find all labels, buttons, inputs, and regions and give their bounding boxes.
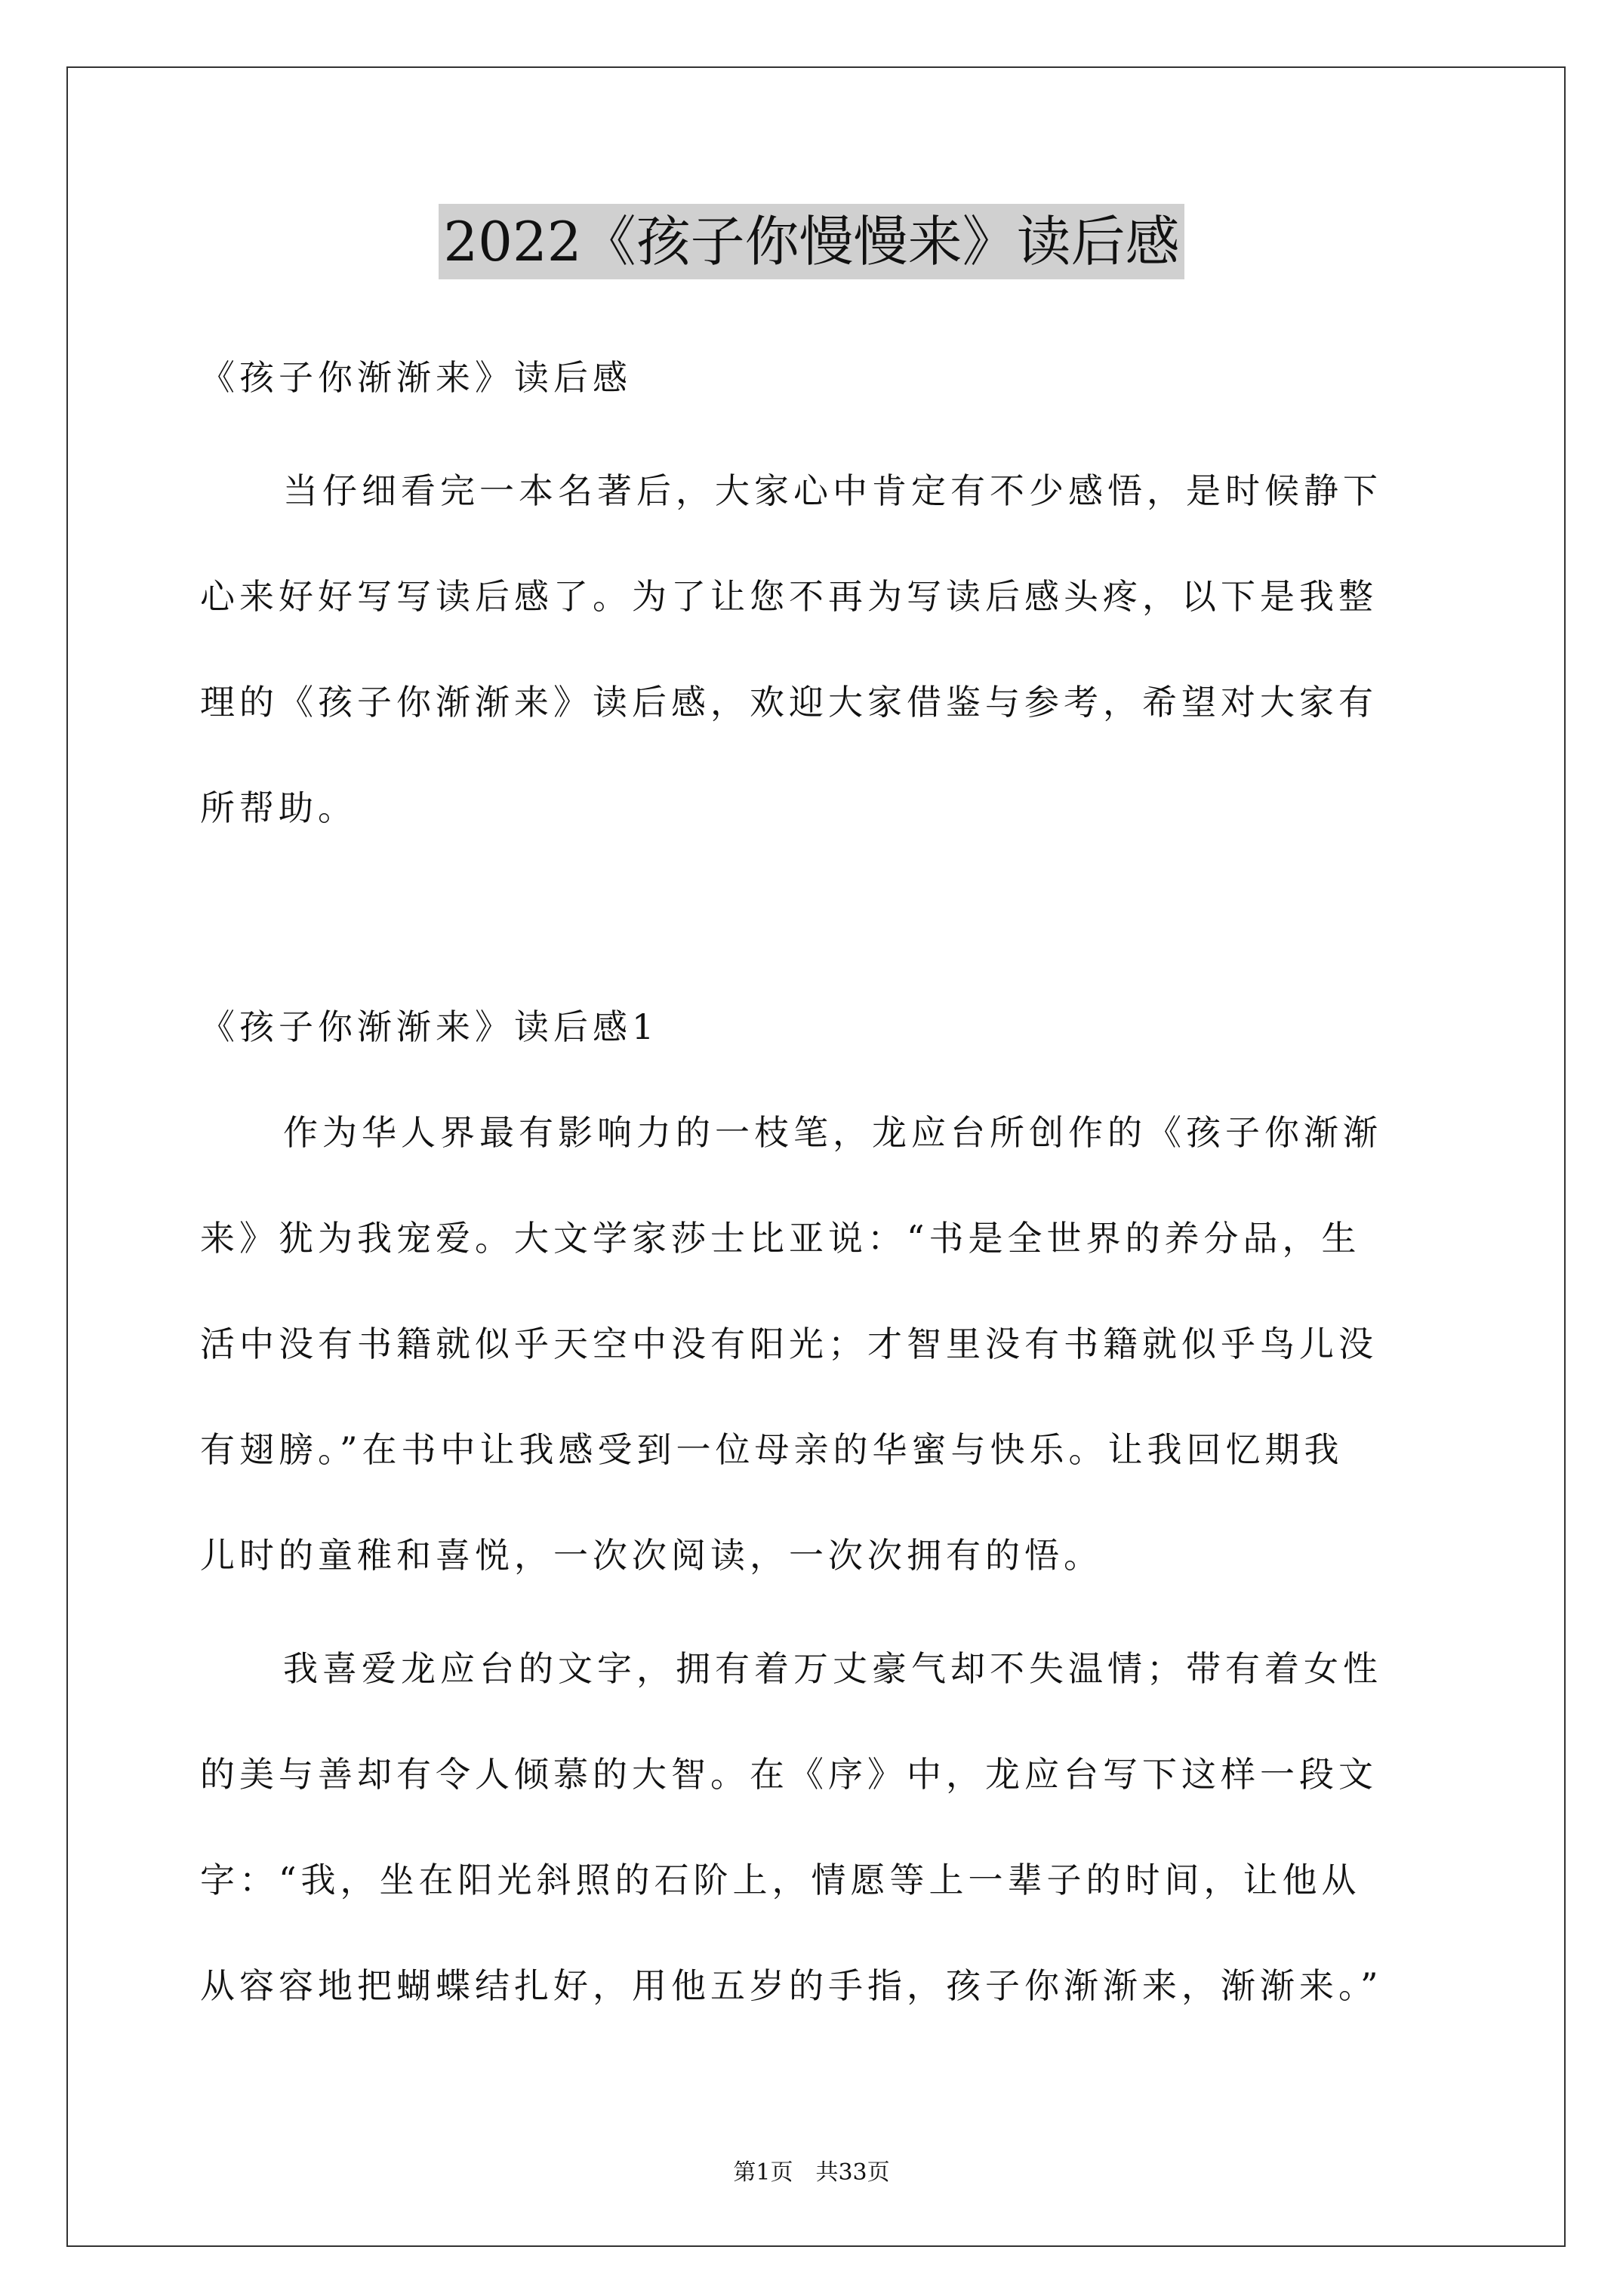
section-heading-intro: 《孩子你渐渐来》读后感 [200, 357, 632, 398]
paragraph-line: 有翅膀。”在书中让我感受到一位母亲的华蜜与快乐。让我回忆期我 [200, 1429, 1344, 1470]
document-title: 2022《孩子你慢慢来》读后感 [439, 204, 1184, 279]
paragraph-line: 来》犹为我宠爱。大文学家莎士比亚说：“书是全世界的养分品，生 [200, 1218, 1361, 1259]
paragraph-line: 活中没有书籍就似乎天空中没有阳光；才智里没有书籍就似乎鸟儿没 [200, 1324, 1378, 1364]
paragraph-line: 心来好好写写读后感了。为了让您不再为写读后感头疼，以下是我整 [200, 576, 1378, 617]
paragraph-line: 从容容地把蝴蝶结扎好，用他五岁的手指，孩子你渐渐来，渐渐来。” [200, 1965, 1383, 2006]
paragraph-line: 当仔细看完一本名著后，大家心中肯定有不少感悟，是时候静下 [283, 470, 1382, 511]
paragraph-line: 字：“我，坐在阳光斜照的石阶上，情愿等上一辈子的时间，让他从 [200, 1860, 1361, 1900]
page-number-footer: 第1页 共33页 [733, 2159, 890, 2186]
paragraph-line: 的美与善却有令人倾慕的大智。在《序》中，龙应台写下这样一段文 [200, 1754, 1378, 1795]
paragraph-line: 所帮助。 [200, 787, 357, 828]
paragraph-line: 儿时的童稚和喜悦，一次次阅读，一次次拥有的悟。 [200, 1535, 1103, 1576]
paragraph-line: 理的《孩子你渐渐来》读后感，欢迎大家借鉴与参考，希望对大家有 [200, 682, 1378, 723]
paragraph-line: 我喜爱龙应台的文字，拥有着万丈豪气却不失温情；带有着女性 [283, 1648, 1382, 1689]
title-container [0, 204, 1623, 279]
paragraph-line: 作为华人界最有影响力的一枝笔，龙应台所创作的《孩子你渐渐 [283, 1112, 1382, 1153]
section-heading-1: 《孩子你渐渐来》读后感1 [200, 1006, 659, 1047]
